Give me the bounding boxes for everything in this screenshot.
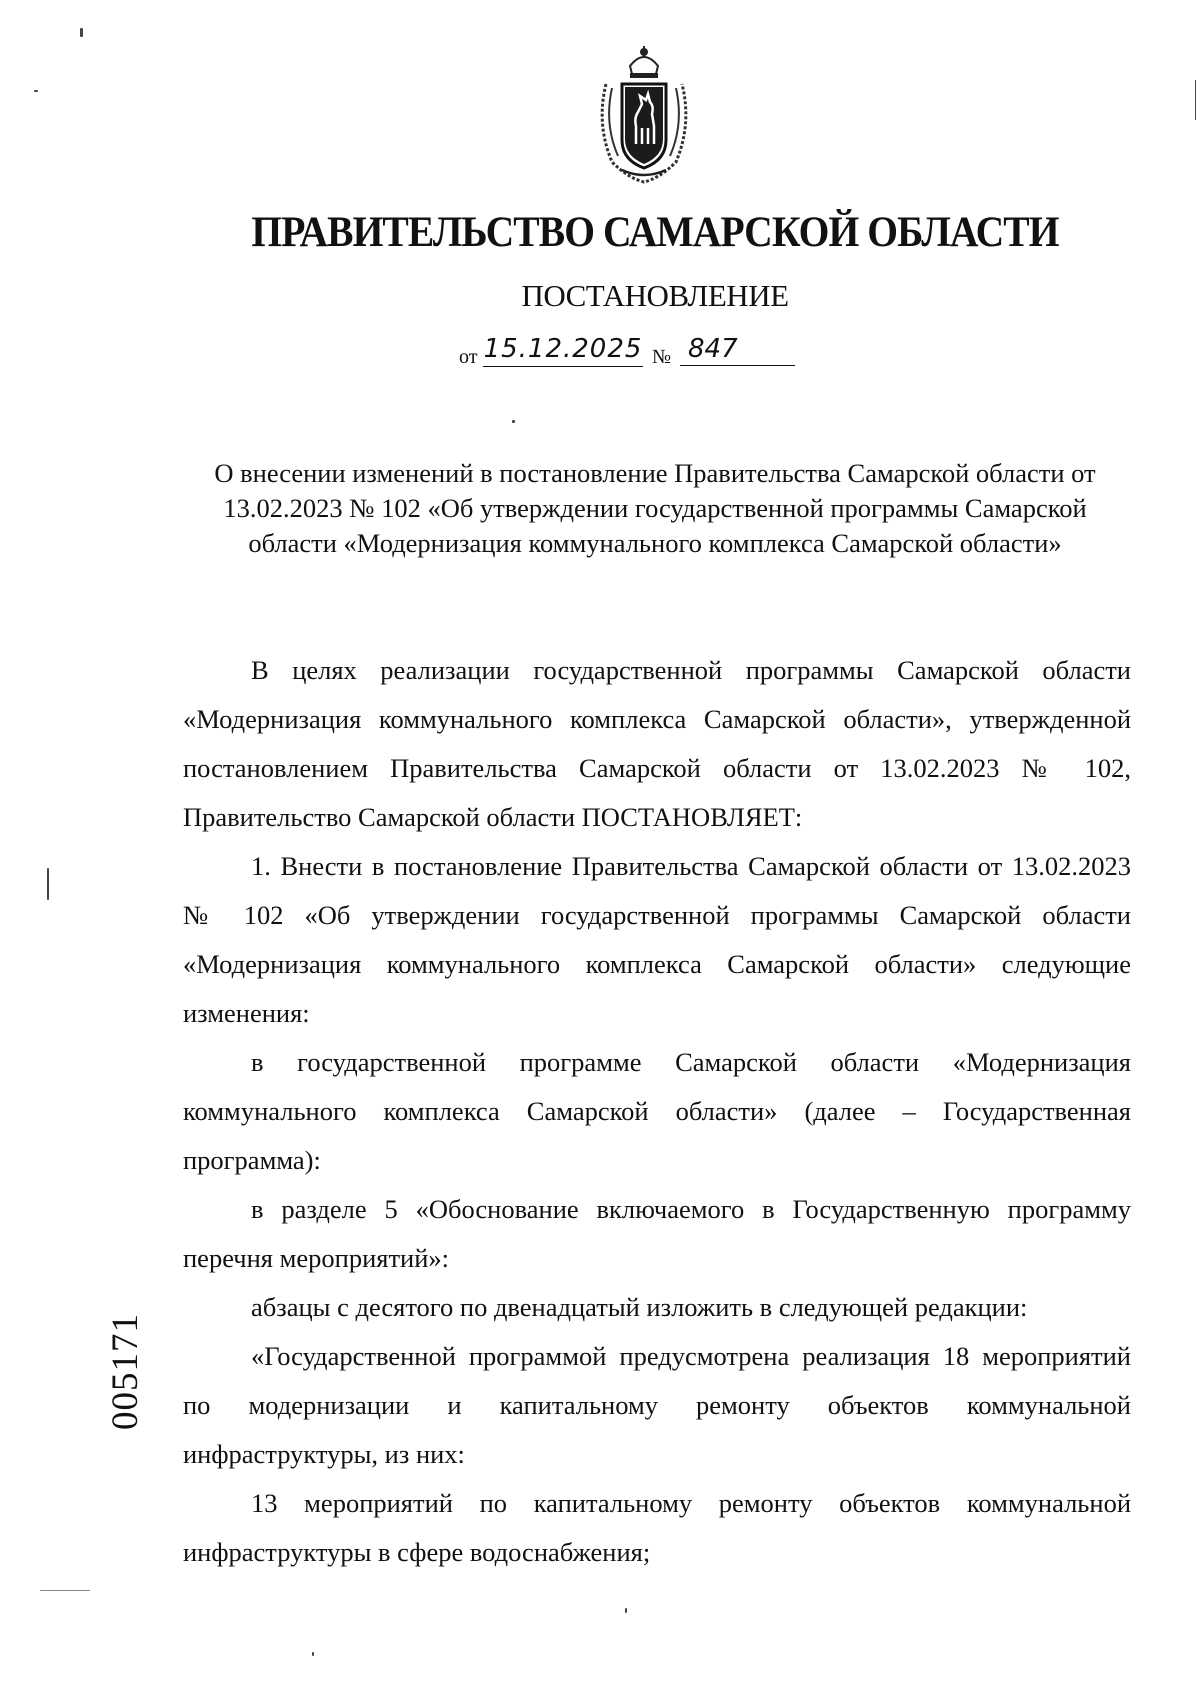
scan-speck (47, 868, 49, 900)
document-type: ПОСТАНОВЛЕНИЕ (521, 278, 789, 313)
paragraph-section-5: в разделе 5 «Обоснование включаемого в Государственную программу перечня мероприятий»: (183, 1194, 1131, 1273)
scan-speck (312, 1652, 314, 1656)
scan-speck (34, 90, 38, 92)
paragraph-preamble: В целях реализации государственной программы Самарской области «Модернизация коммунального комплекса Самарской области», утвержденной постановлением Правительства Самарской области от 13.02.2023 № 102, Правительство Самарской области ПОСТАНОВЛЯЕТ: (183, 655, 1131, 832)
date-prefix: от (459, 346, 478, 368)
document-body (183, 646, 1131, 1577)
paragraph-instruction: абзацы с десятого по двенадцатый изложить в следующей редакции: (251, 1292, 1028, 1322)
scan-speck (1195, 80, 1196, 120)
number-prefix: № (652, 346, 672, 368)
scan-speck (80, 28, 83, 37)
paragraph-quote-start: «Государственной программой предусмотрена реализация 18 мероприятий по модернизации и капитальному ремонту объектов коммунальной инфраструктуры, из них: (183, 1341, 1131, 1469)
document-date: 15.12.2025 (483, 332, 643, 367)
samara-oblast-coat-of-arms-icon (592, 44, 696, 186)
scan-speck (40, 1590, 90, 1591)
dateline (455, 332, 845, 376)
paragraph-item-1: 1. Внести в постановление Правительства Самарской области от 13.02.2023 № 102 «Об утверждении государственной программы Самарской области «Модернизация коммунального комплекса Самарской области» следующие изменения: (183, 851, 1131, 1028)
government-title: ПРАВИТЕЛЬСТВО САМАРСКОЙ ОБЛАСТИ (251, 209, 1059, 256)
document-number: 847 (680, 332, 795, 366)
paragraph-water-supply: 13 мероприятий по капитальному ремонту объектов коммунальной инфраструктуры в сфере водоснабжения; (183, 1488, 1131, 1567)
margin-serial-number: 005171 (105, 1313, 146, 1430)
scan-speck (512, 420, 515, 423)
paragraph-program: в государственной программе Самарской области «Модернизация коммунального комплекса Самарской области» (далее – Государственная программа): (183, 1047, 1131, 1175)
scan-speck (625, 1608, 627, 1613)
document-subject: О внесении изменений в постановление Правительства Самарской области от 13.02.2023 № 102 «Об утверждении государственной программы Самарской области «Модернизация коммунального комплекса Самарской области» (214, 458, 1096, 558)
